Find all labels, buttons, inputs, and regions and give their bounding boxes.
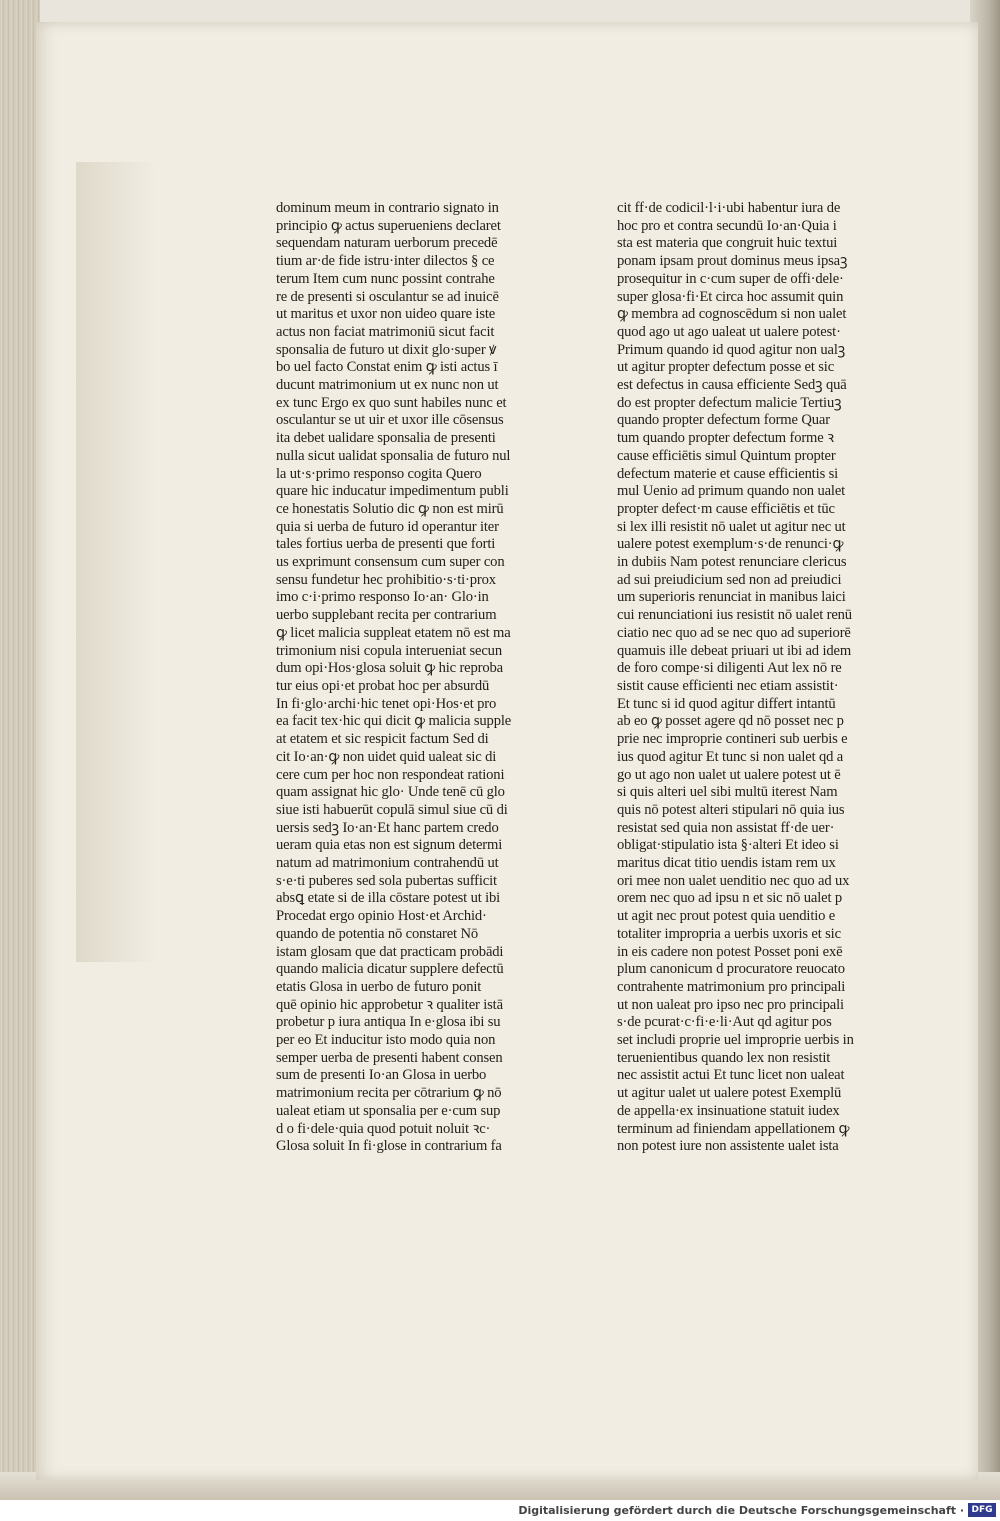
text-line: ut agitur ualet ut ualere potest Exemplū (617, 1085, 842, 1102)
text-line: us exprimunt consensum cum super con (276, 554, 505, 571)
text-line: sta est materia que congruit huic textui (617, 235, 838, 252)
text-line: ut maritus et uxor non uideo quare iste (276, 306, 496, 323)
text-line: orem nec quo ad ipsu n et sic nō ualet p (617, 890, 843, 907)
dfg-logo-icon: DFG (968, 1503, 996, 1517)
text-line: quia si uerba de futuro id operantur iter (276, 518, 499, 535)
text-line: uersis sedꝫ Io·an·Et hanc partem credo (276, 819, 499, 836)
text-line: est defectus in causa efficiente Sedꝫ quā (617, 377, 847, 394)
text-line: siue isti habuerūt copulā simul siue cū di (276, 801, 508, 818)
text-line: s·e·ti puberes sed sola pubertas sufficit (276, 872, 497, 889)
text-line: nec assistit actui Et tunc licet non ualeat (617, 1067, 845, 1084)
text-line: Et tunc si id quod agitur differt intantū (617, 695, 836, 712)
text-line: propter defect·m cause efficiētis et tūc (617, 500, 835, 517)
text-line: ius quod agitur Et tunc si non ualet qd a (617, 748, 844, 765)
text-line: principio ꝙ actus superueniens declaret (276, 217, 501, 234)
text-line: ueram quia etas non est signum determi (276, 837, 503, 854)
text-line: Procedat ergo opinio Host·et Archid· (276, 908, 487, 925)
text-line: tium ar·de fide istru·inter dilectos § ce (276, 253, 495, 270)
text-line: ut agitur propter defectum posse et sic (617, 359, 835, 376)
text-line: hoc pro et contra secundū Io·an·Quia i (617, 217, 837, 234)
text-line: osculantur se ut uir et uxor ille cōsensus (276, 412, 504, 429)
text-line: terminum ad finiendam appellationem ꝙ (617, 1120, 850, 1137)
text-line: matrimonium recita per cōtrarium ꝙ nō (276, 1085, 502, 1102)
page-fold-shadow (76, 162, 156, 962)
text-line: sponsalia de futuro ut dixit glo·super ꝟ (276, 341, 497, 358)
text-line: si lex illi resistit nō ualet ut agitur nec ut (617, 518, 846, 535)
text-line: absꝗ etate si de illa cōstare potest ut ibi (276, 890, 501, 907)
text-line: d o fi·dele·quia quod potuit noluit ꝛc· (276, 1120, 491, 1137)
text-line: cit Io·an·ꝙ non uidet quid ualeat sic di (276, 748, 497, 765)
text-line: tum quando propter defectum forme ꝛ (617, 430, 834, 447)
funding-credit: Digitalisierung gefördert durch die Deutsche Forschungsgemeinschaft · (518, 1504, 964, 1517)
text-line: quamuis ille debeat priuari ut ibi ad idem (617, 642, 852, 659)
text-line: maritus dicat titio uendis istam rem ux (617, 855, 836, 872)
text-line: totaliter impropria a uerbis uxoris et sic (617, 925, 841, 942)
text-line: sistit cause efficienti nec etiam assistit· (617, 677, 839, 694)
text-line: sensu fundetur hec prohibitio·s·ti·prox (276, 571, 496, 588)
text-line: ce honestatis Solutio dic ꝙ non est mirū (276, 500, 504, 517)
text-line: plum canonicum d procuratore reuocato (617, 961, 845, 978)
text-line: in dubiis Nam potest renunciare clericus (617, 554, 847, 571)
text-line: quare hic inducatur impedimentum publi (276, 483, 509, 500)
text-line: tur eius opi·et probat hoc per absurdū (276, 677, 490, 694)
book-page-edges-left (0, 0, 40, 1500)
text-line: teruenientibus quando lex non resistit (617, 1049, 831, 1066)
text-line: In fi·glo·archi·hic tenet opi·Hos·et pro (276, 695, 497, 712)
text-line: etatis Glosa in uerbo de futuro ponit (276, 978, 482, 995)
text-line: in eis cadere non potest Posset poni exē (617, 943, 843, 960)
text-line: quando propter defectum forme Quar (617, 412, 830, 429)
text-line: ut agit nec prout potest quia uenditio e (617, 908, 836, 925)
text-line: mul Uenio ad primum quando non ualet (617, 483, 846, 500)
text-line: at etatem et sic respicit factum Sed di (276, 731, 489, 748)
text-line: ut non ualeat pro ipso nec pro principali (617, 996, 844, 1013)
text-line: istam glosam que dat practicam probādi (276, 943, 504, 960)
footer-bar (0, 1500, 1000, 1521)
text-line: ꝙ licet malicia suppleat etatem nō est ma (276, 624, 511, 641)
text-line: natum ad matrimonium contrahendū ut (276, 855, 499, 872)
text-line: ori mee non ualet uenditio nec quo ad ux (617, 872, 850, 889)
text-line: ciatio nec quo ad se nec quo ad superiorē (617, 624, 851, 641)
text-line: quod ago ut ago ualeat ut ualere potest· (617, 323, 841, 340)
text-line: quē opinio hic approbetur ꝛ qualiter istā (276, 996, 503, 1013)
text-line: cere cum per hoc non respondeat rationi (276, 766, 505, 783)
text-line: actus non faciat matrimoniū sicut facit (276, 323, 495, 340)
text-line: go ut ago non ualet ut ualere potest ut ē (617, 766, 841, 783)
text-line: resistat sed quia non assistat ff·de uer· (617, 819, 835, 836)
text-line: contrahente matrimonium pro principali (617, 978, 846, 995)
text-line: obligat·stipulatio ista §·alteri Et ideo si (617, 837, 839, 854)
text-line: set includi proprie uel improprie uerbis in (617, 1032, 854, 1049)
text-column-right (617, 200, 882, 1156)
text-line: Glosa soluit In fi·glose in contrarium fa (276, 1138, 502, 1155)
text-line: re de presenti si osculantur se ad inuicē (276, 288, 499, 305)
text-line: prie nec improprie contineri sub uerbis e (617, 731, 848, 748)
text-line: quam assignat hic glo· Unde tenē cū glo (276, 784, 505, 801)
text-line: imo c·i·primo responso Io·an· Glo·in (276, 589, 489, 606)
text-line: quando malicia dicatur supplere defectū (276, 961, 504, 978)
text-line: ita debet ualidare sponsalia de presenti (276, 430, 496, 447)
text-line: ab eo ꝙ posset agere qd nō posset nec p (617, 713, 844, 730)
text-line: semper uerba de presenti habent consen (276, 1049, 503, 1066)
text-line: dum opi·Hos·glosa soluit ꝙ hic reproba (276, 660, 503, 677)
text-line: si quis alteri uel sibi multū iterest Nam (617, 784, 838, 801)
text-line: dominum meum in contrario signato in (276, 200, 499, 216)
text-line: sum de presenti Io·an Glosa in uerbo (276, 1067, 487, 1084)
text-line: per eo Et inducitur isto modo quia non (276, 1032, 496, 1049)
text-line: sequendam naturam uerborum precedē (276, 235, 498, 252)
text-line: ducunt matrimonium ut ex nunc non ut (276, 377, 499, 394)
text-line: prosequitur in c·cum super de offi·dele· (617, 270, 844, 287)
text-line: uerbo supplebant recita per contrarium (276, 607, 497, 624)
text-line: tales fortius uerba de presenti que forti (276, 536, 496, 553)
text-line: la ut·s·primo responso cogita Quero (276, 465, 482, 482)
text-line: um superioris renunciat in manibus laici (617, 589, 846, 606)
text-line: ualere potest exemplum·s·de renunci·ꝙ (617, 536, 844, 553)
text-line: de appella·ex insinuatione statuit iudex (617, 1102, 840, 1119)
text-line: quis nō potest alteri stipulari nō quia ius (617, 801, 845, 818)
text-column-left (276, 200, 541, 1156)
text-line: terum Item cum nunc possint contrahe (276, 270, 495, 287)
text-line: do est propter defectum malicie Tertiuꝫ (617, 394, 842, 411)
text-line: Primum quando id quod agitur non ualꝫ (617, 341, 846, 358)
text-line: probetur p iura antiqua In e·glosa ibi su (276, 1014, 501, 1031)
text-line: trimonium nisi copula interueniat secun (276, 642, 502, 659)
text-line: de foro compe·si diligenti Aut lex nō re (617, 660, 842, 677)
text-line: ex tunc Ergo ex quo sunt habiles nunc et (276, 394, 507, 411)
text-line: defectum materie et cause efficientis si (617, 465, 839, 482)
text-line: bo uel facto Constat enim ꝙ isti actus ī (276, 359, 498, 376)
text-line: cui renunciationi ius resistit nō ualet renū (617, 607, 852, 624)
text-line: quando de potentia nō constaret Nō (276, 925, 478, 942)
text-line: ponam ipsam prout dominus meus ipsaꝫ (617, 253, 848, 270)
text-line: non potest iure non assistente ualet ista (617, 1138, 839, 1155)
text-line: ualeat etiam ut sponsalia per e·cum sup (276, 1102, 501, 1119)
text-line: ad sui preiudicium sed non ad preiudici (617, 571, 842, 588)
text-line: super glosa·fi·Et circa hoc assumit quin (617, 288, 844, 305)
text-line: cit ff·de codicil·l·i·ubi habentur iura de (617, 200, 841, 216)
text-line: ea facit tex·hic qui dicit ꝙ malicia supple (276, 713, 512, 730)
text-line: s·de pcurat·c·fi·e·li·Aut qd agitur pos (617, 1014, 832, 1031)
text-line: nulla sicut ualidat sponsalia de futuro nul (276, 447, 511, 464)
text-line: cause efficiētis simul Quintum propter (617, 447, 836, 464)
text-line: ꝙ membra ad cognoscēdum si non ualet (617, 306, 847, 323)
